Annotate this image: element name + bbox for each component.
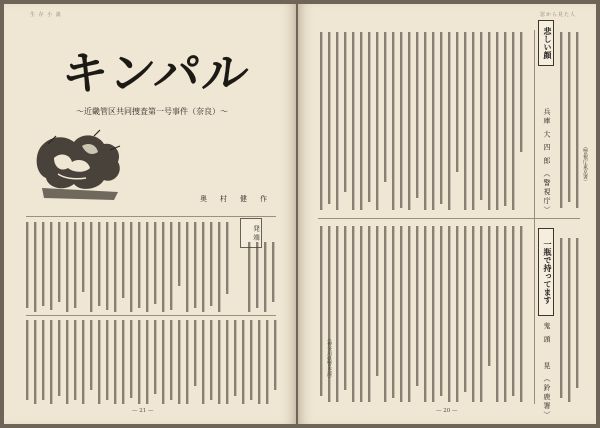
right-folio: — 20 — <box>436 408 458 414</box>
column-author-1: 兵庫 大 四 郎 （警視庁） <box>543 108 551 215</box>
story-subtitle: 〜近畿管区共同捜査第一号事件（奈良）〜 <box>76 107 228 116</box>
section-label: 発 端 <box>252 225 260 241</box>
column-heading-2: 一瓶で持ってます <box>543 240 552 304</box>
column-note-2: （神奈川県警本部） <box>326 336 332 381</box>
vertical-rule <box>534 30 535 404</box>
column-author-2: 鬼 頭 晃 （鈴鹿署） <box>543 322 551 420</box>
right-page <box>298 4 596 424</box>
column-heading-box <box>538 20 554 66</box>
left-running-head: 生 存 小 説 <box>30 12 62 18</box>
right-running-head: 窓から見た人 <box>539 12 576 18</box>
story-author: 奥 村 健 作 <box>200 195 270 203</box>
left-page <box>4 4 296 424</box>
horizontal-rule <box>26 315 276 316</box>
horizontal-rule <box>318 218 580 219</box>
story-title: キンパル <box>59 46 254 100</box>
column-heading-box <box>538 228 554 316</box>
left-folio: — 21 — <box>132 408 154 414</box>
column-note-1: （警視庁東京署） <box>582 144 588 184</box>
column-heading-1: 悲しい顔 <box>543 27 552 59</box>
